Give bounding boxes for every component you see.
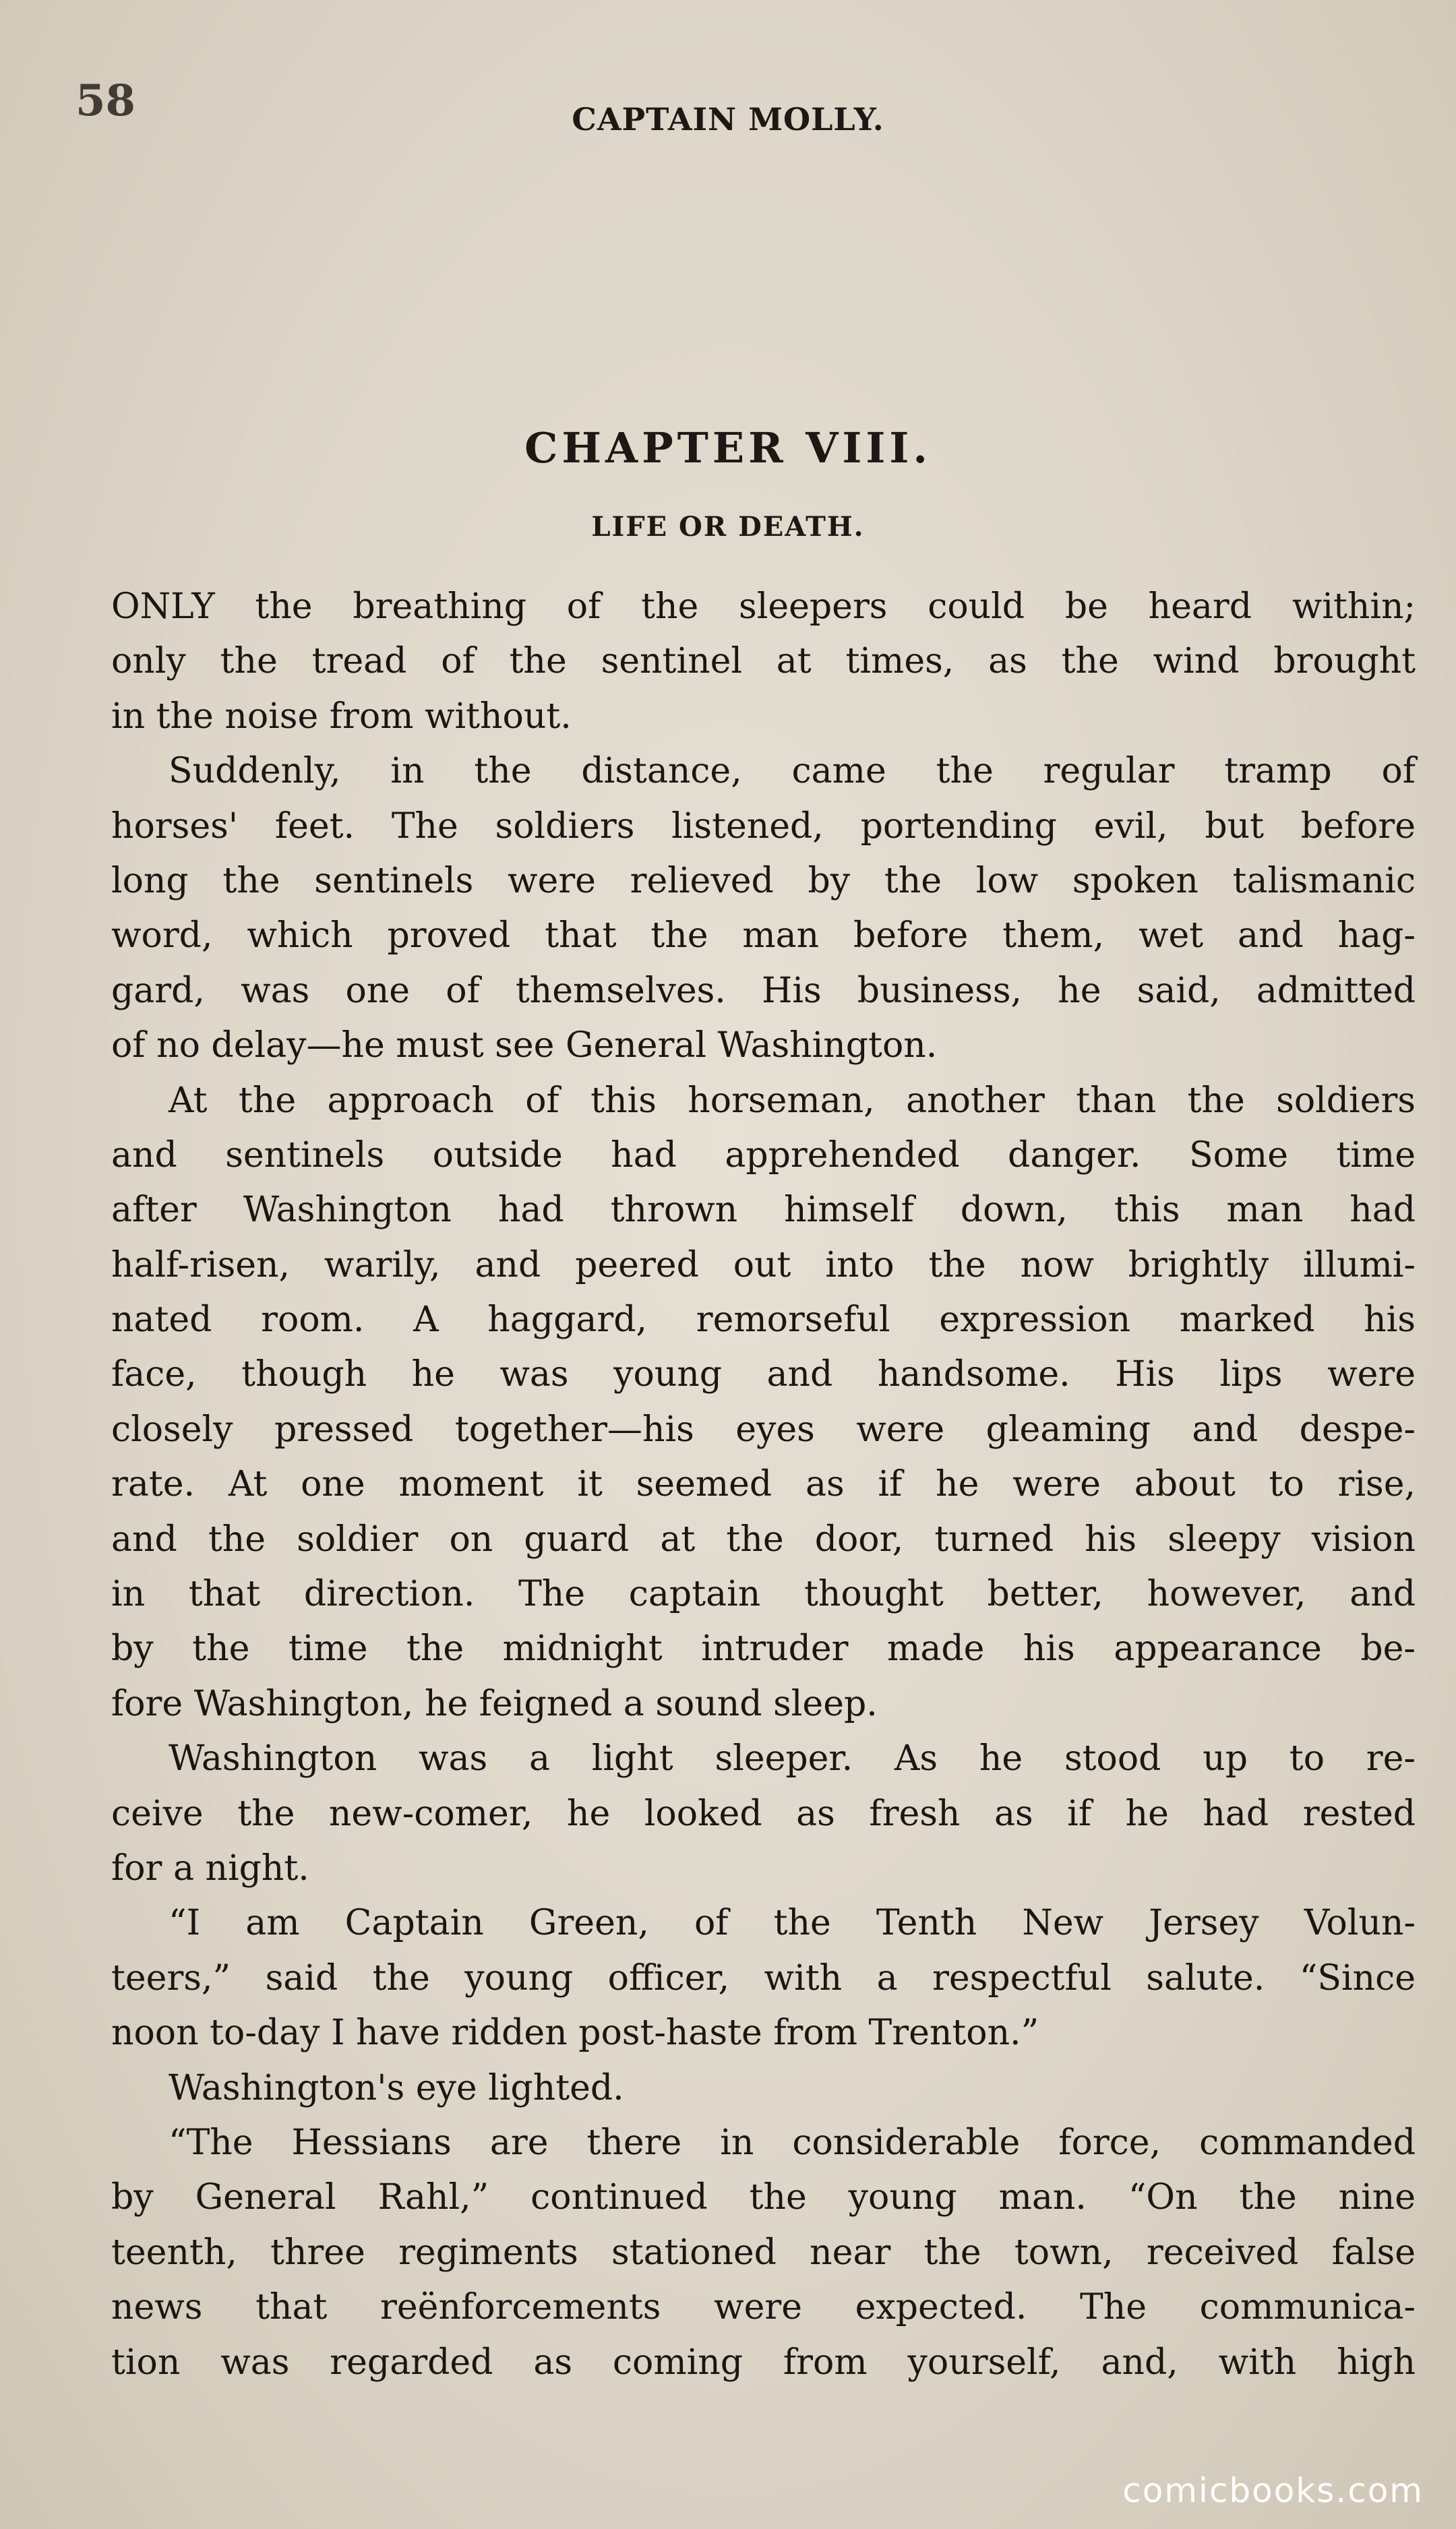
text-line: in that direction. The captain thought better, however, and [111, 1574, 1416, 1615]
text-line: noon to-day I have ridden post-haste from Trenton.” [111, 2013, 1039, 2054]
text-line: and the soldier on guard at the door, turned his sleepy vision [111, 1519, 1416, 1560]
text-line: of no delay—he must see General Washington. [111, 1025, 938, 1066]
text-line: for a night. [111, 1848, 309, 1889]
text-line: ONLY the breathing of the sleepers could be heard within; [111, 586, 1416, 627]
page-number: 58 [75, 75, 136, 126]
text-line: Washington was a light sleeper. As he stood up to re- [169, 1738, 1416, 1779]
text-line: face, though he was young and handsome. His lips were [111, 1354, 1416, 1395]
text-line: “I am Captain Green, of the Tenth New Jersey Volun- [169, 1903, 1416, 1944]
text-line: and sentinels outside had apprehended danger. Some time [111, 1134, 1416, 1176]
text-line: nated room. A haggard, remorseful expression marked his [111, 1300, 1416, 1341]
text-line: Washington's eye lighted. [169, 2067, 624, 2108]
text-line: tion was regarded as coming from yourself, and, with high [111, 2342, 1416, 2383]
chapter-subtitle: LIFE OR DEATH. [591, 511, 865, 543]
text-line: teers,” said the young officer, with a respectful salute. “Since [111, 1957, 1416, 1999]
text-line: after Washington had thrown himself down, this man had [111, 1190, 1416, 1231]
text-line: Suddenly, in the distance, came the regular tramp of [169, 751, 1416, 792]
text-line: “The Hessians are there in considerable force, commanded [169, 2122, 1416, 2163]
text-line: word, which proved that the man before them, wet and hag- [111, 915, 1416, 956]
text-line: ceive the new-comer, he looked as fresh as if he had rested [111, 1793, 1416, 1834]
text-line: half-risen, warily, and peered out into the now brightly illumi- [111, 1244, 1416, 1285]
text-line: teenth, three regiments stationed near the town, received false [111, 2232, 1416, 2273]
text-line: news that reënforcements were expected. The communica- [111, 2287, 1416, 2328]
text-line: by the time the midnight intruder made his appearance be- [111, 1628, 1416, 1670]
text-line: in the noise from without. [111, 696, 572, 737]
text-line: horses' feet. The soldiers listened, portending evil, but before [111, 805, 1416, 847]
text-line: only the tread of the sentinel at times, as the wind brought [111, 641, 1416, 682]
text-line: by General Rahl,” continued the young man. “On the nine [111, 2177, 1416, 2218]
text-line: fore Washington, he feigned a sound sleep. [111, 1683, 878, 1724]
chapter-title: CHAPTER VIII. [524, 423, 932, 473]
text-line: At the approach of this horseman, another than the soldiers [169, 1080, 1416, 1121]
watermark: comicbooks.com [1122, 2471, 1424, 2510]
body-text [111, 580, 1416, 2390]
text-line: closely pressed together—his eyes were gleaming and despe- [111, 1409, 1416, 1450]
text-line: long the sentinels were relieved by the low spoken talismanic [111, 860, 1416, 901]
text-line: gard, was one of themselves. His business, he said, admitted [111, 970, 1416, 1011]
text-line: rate. At one moment it seemed as if he were about to rise, [111, 1464, 1416, 1505]
running-head: CAPTAIN MOLLY. [572, 101, 884, 138]
